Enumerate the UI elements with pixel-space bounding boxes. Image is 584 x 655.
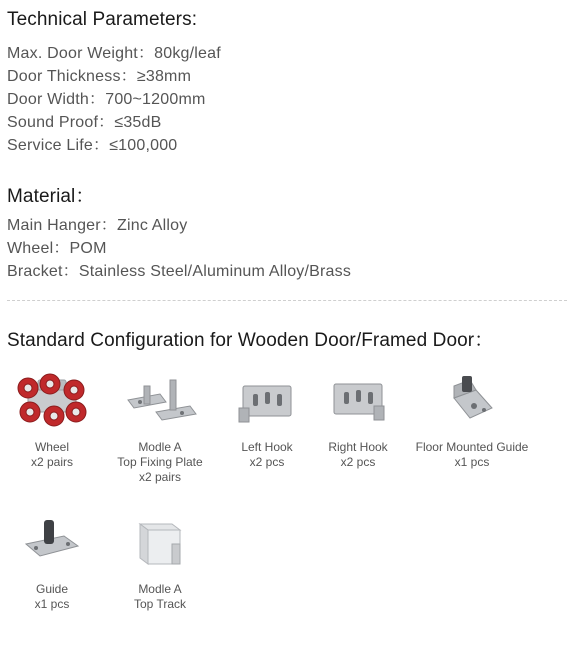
config-item-guide	[7, 514, 97, 612]
config-item-top-track	[110, 514, 210, 612]
item-qty: x1 pcs	[34, 597, 70, 611]
item-name: Floor Mounted Guide	[415, 440, 529, 454]
section-divider	[7, 300, 567, 301]
item-name: Modle A	[138, 582, 182, 596]
item-name: Left Hook	[241, 440, 293, 454]
item-name: Guide	[35, 582, 69, 596]
wheel-icon	[14, 372, 90, 430]
spec-line: Door Thickness：≥38mm	[7, 68, 192, 85]
item-qty: x2 pairs	[30, 455, 74, 469]
spec-line: Max. Door Weight：80kg/leaf	[7, 45, 221, 62]
floor-guide-icon	[440, 372, 504, 430]
item-qty: x2 pcs	[249, 455, 285, 469]
item-name: Modle A	[138, 440, 182, 454]
item-qty: x1 pcs	[454, 455, 490, 469]
config-item-left-hook	[227, 372, 307, 470]
material-title: Material：	[7, 186, 95, 207]
technical-parameters-title: Technical Parameters:	[7, 9, 198, 30]
config-item-floor-mounted-guide	[408, 372, 536, 470]
spec-line: Sound Proof：≤35dB	[7, 114, 162, 131]
item-name-2: Top Track	[133, 597, 187, 611]
right-hook-icon	[326, 372, 390, 430]
material-line: Wheel：POM	[7, 240, 107, 257]
config-item-top-fixing-plate	[105, 372, 215, 485]
configuration-title: Standard Configuration for Wooden Door/Framed Door：	[7, 330, 494, 351]
spec-line: Service Life：≤100,000	[7, 137, 178, 154]
item-name-2: Top Fixing Plate	[117, 455, 203, 469]
material-line: Main Hanger：Zinc Alloy	[7, 217, 188, 234]
top-track-icon	[128, 514, 192, 572]
material-line: Bracket：Stainless Steel/Aluminum Alloy/Brass	[7, 263, 352, 280]
item-name: Right Hook	[328, 440, 388, 454]
spec-line: Door Width：700~1200mm	[7, 91, 206, 108]
top-fixing-plate-icon	[120, 372, 200, 430]
config-item-wheel	[7, 372, 97, 470]
item-name: Wheel	[34, 440, 69, 454]
item-qty: x2 pairs	[138, 470, 182, 484]
config-item-right-hook	[318, 372, 398, 470]
guide-icon	[20, 514, 84, 572]
left-hook-icon	[235, 372, 299, 430]
item-qty: x2 pcs	[340, 455, 376, 469]
